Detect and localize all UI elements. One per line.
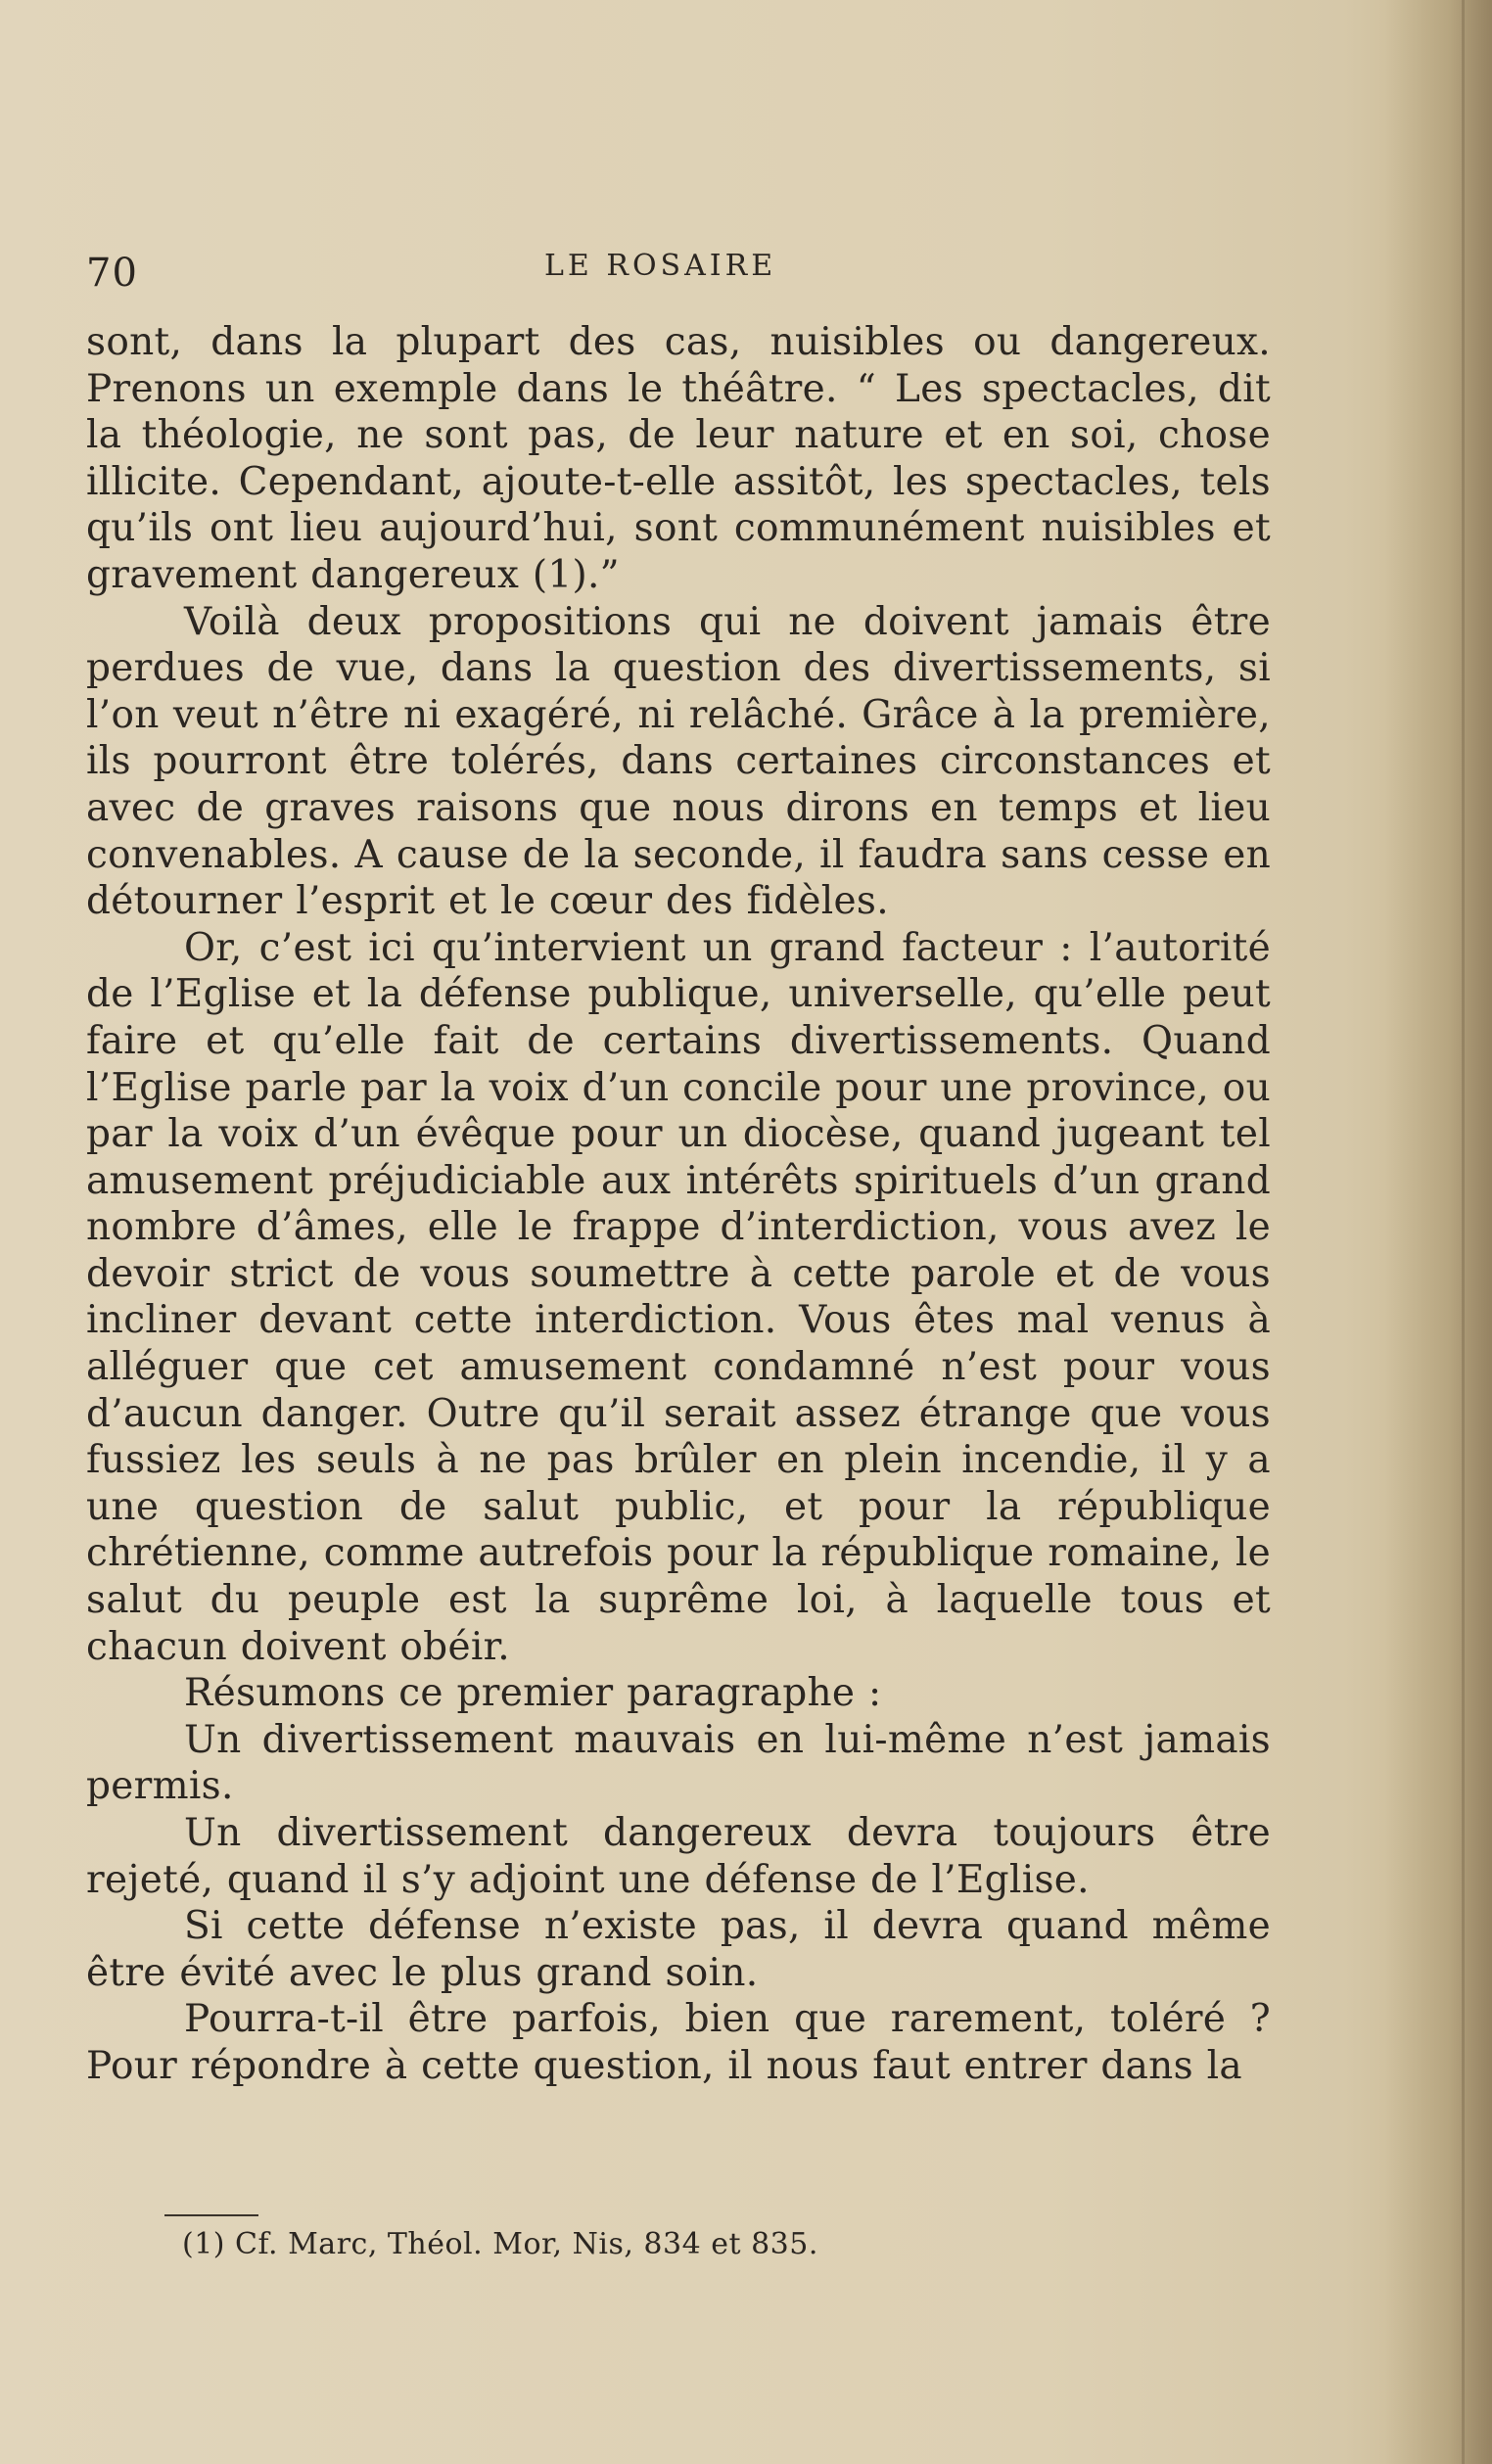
- footnote: (1) Cf. Marc, Théol. Mor, Nis, 834 et 835.: [182, 2227, 818, 2261]
- page-number: 70: [86, 251, 138, 296]
- body-text: [86, 319, 1271, 2090]
- page-edge-line: [1462, 0, 1465, 2464]
- paragraph-2: Voilà deux propositions qui ne doivent jamais être perdues de vue, dans la question des divertissements, si l’on veut n’être ni exagéré, ni relâché. Grâce à la première, ils pourront être tolérés, dans certaines circonstances et avec de graves raisons que nous dirons en temps et lieu convenables. A cause de la seconde, il faudra sans cesse en détourner l’esprit et le cœur des fidèles.: [86, 599, 1271, 924]
- page-header: [86, 245, 1271, 303]
- paragraph-5: Un divertissement mauvais en lui-même n’est jamais permis.: [86, 1717, 1271, 1809]
- page-edge-shadow: [1384, 0, 1492, 2464]
- paragraph-8: Pourra-t-il être parfois, bien que rarement, toléré ? Pour répondre à cette question, il nous faut entrer dans la: [86, 1997, 1271, 2088]
- paragraph-7: Si cette défense n’existe pas, il devra quand même être évité avec le plus grand soin.: [86, 1904, 1271, 1995]
- paragraph-4: Résumons ce premier paragraphe :: [184, 1671, 882, 1716]
- paragraph-1: sont, dans la plupart des cas, nuisibles ou dangereux. Prenons un exemple dans le théâtre. “ Les spectacles, dit la théologie, ne sont pas, de leur nature et en soi, chose illicite. Cependant, ajoute-t-elle assitôt, les spectacles, tels qu’ils ont lieu aujourd’hui, sont communément nuisibles et gravement dangereux (1).”: [86, 320, 1271, 597]
- running-head: LE ROSAIRE: [544, 249, 777, 283]
- paragraph-3: Or, c’est ici qu’intervient un grand facteur : l’autorité de l’Eglise et la défense publique, universelle, qu’elle peut faire et qu’elle fait de certains divertissements. Quand l’Eglise parle par la voix d’un concile pour une province, ou par la voix d’un évêque pour un diocèse, quand jugeant tel amusement préjudiciable aux intérêts spirituels d’un grand nombre d’âmes, elle le frappe d’interdiction, vous avez le devoir strict de vous soumettre à cette parole et de vous incliner devant cette interdiction. Vous êtes mal venus à alléguer que cet amusement condamné n’est pour vous d’aucun danger. Outre qu’il serait assez étrange que vous fussiez les seuls à ne pas brûler en plein incendie, il y a une question de salut public, et pour la république chrétienne, comme autrefois pour la république romaine, le salut du peuple est la suprême loi, à laquelle tous et chacun doivent obéir.: [86, 925, 1271, 1669]
- paragraph-6: Un divertissement dangereux devra toujours être rejeté, quand il s’y adjoint une défense de l’Eglise.: [86, 1811, 1271, 1902]
- footnote-rule: [164, 2214, 258, 2216]
